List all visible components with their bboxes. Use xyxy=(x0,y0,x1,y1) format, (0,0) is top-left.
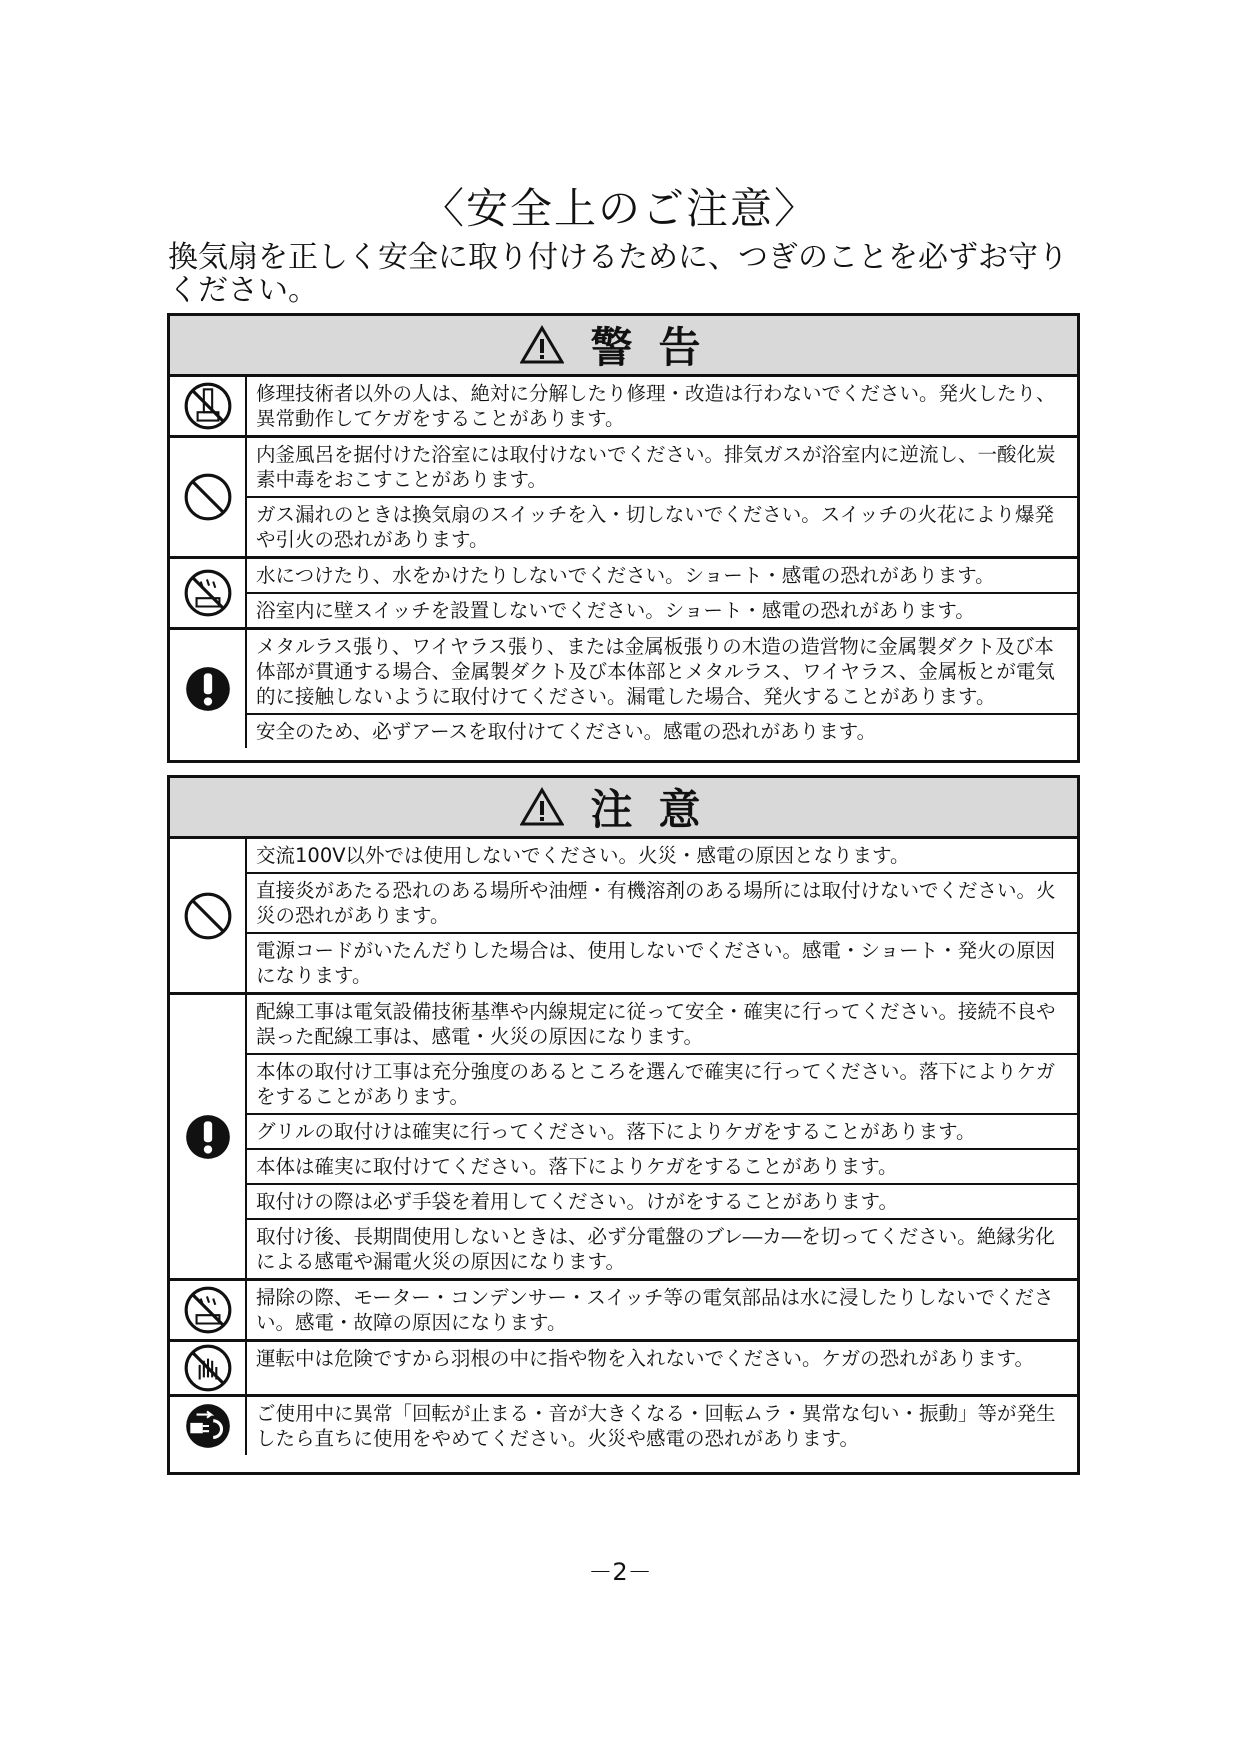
unplug-icon xyxy=(170,1397,247,1455)
page-title: 〈安全上のご注意〉 xyxy=(421,184,818,233)
caution-groups xyxy=(170,839,1077,1455)
caution-item: 取付け後、長期間使用しないときは、必ず分電盤のブレ―カ―を切ってください。絶縁劣化による感電や漏電火災の原因になります。 xyxy=(247,1218,1077,1278)
warning-item: 浴室内に壁スイッチを設置しないでください。ショート・感電の恐れがあります。 xyxy=(247,592,1077,627)
no-touch-icon xyxy=(170,1342,247,1394)
warning-item: メタルラス張り、ワイヤラス張り、または金属板張りの木造の造営物に金属製ダクト及び本体部が貫通する場合、金属製ダクト及び本体部とメタルラス、ワイヤラス、金属板とが電気的に接触しないように取付けてください。漏電した場合、発火することがあります。 xyxy=(256,635,1055,708)
warning-triangle-icon xyxy=(520,787,564,827)
caution-item: ご使用中に異常「回転が止まる・音が大きくなる・回転ムラ・異常な匂い・振動」等が発生したら直ちに使用をやめてください。火災や感電の恐れがあります。 xyxy=(256,1402,1056,1450)
warning-group xyxy=(170,556,1077,627)
caution-item: グリルの取付けは確実に行ってください。落下によりケガをすることがあります。 xyxy=(247,1113,1077,1148)
warning-item: ガス漏れのときは換気扇のスイッチを入・切しないでください。スイッチの火花により爆発や引火の恐れがあります。 xyxy=(247,496,1077,556)
caution-item: 取付けの際は必ず手袋を着用してください。けがをすることがあります。 xyxy=(247,1183,1077,1218)
mandatory-icon xyxy=(170,995,247,1278)
prohibited-icon xyxy=(170,438,247,556)
caution-item: 本体は確実に取付けてください。落下によりケガをすることがあります。 xyxy=(247,1148,1077,1183)
warning-item: 修理技術者以外の人は、絶対に分解したり修理・改造は行わないでください。発火したり、異常動作してケガをすることがあります。 xyxy=(256,382,1056,430)
caution-group xyxy=(170,839,1077,992)
warning-item: 内釜風呂を据付けた浴室には取付けないでください。排気ガスが浴室内に逆流し、一酸化炭素中毒をおこすことがあります。 xyxy=(256,443,1056,491)
warning-group xyxy=(170,627,1077,748)
caution-item: 運転中は危険ですから羽根の中に指や物を入れないでください。ケガの恐れがあります。 xyxy=(256,1347,1035,1370)
warning-group xyxy=(170,435,1077,556)
no-water-icon xyxy=(170,559,247,627)
prohibited-icon xyxy=(170,839,247,992)
no-water-icon xyxy=(170,1281,247,1339)
caution-group xyxy=(170,992,1077,1278)
caution-group xyxy=(170,1278,1077,1339)
no-disassembly-icon xyxy=(170,377,247,435)
caution-heading: 注意 xyxy=(590,785,727,834)
warning-groups xyxy=(170,377,1077,748)
caution-item: 本体の取付け工事は充分強度のあるところを選んで確実に行ってください。落下によりケガをすることがあります。 xyxy=(247,1053,1077,1113)
warning-item: 水につけたり、水をかけたりしないでください。ショート・感電の恐れがあります。 xyxy=(256,564,995,587)
caution-item: 配線工事は電気設備技術基準や内線規定に従って安全・確実に行ってください。接続不良や誤った配線工事は、感電・火災の原因になります。 xyxy=(256,1000,1056,1048)
caution-item: 直接炎があたる恐れのある場所や油煙・有機溶剤のある場所には取付けないでください。火災の恐れがあります。 xyxy=(247,872,1077,932)
caution-item: 交流100V以外では使用しないでください。火災・感電の原因となります。 xyxy=(256,844,910,867)
intro-text: 換気扇を正しく安全に取り付けるために、つぎのことを必ずお守り ください。 xyxy=(168,240,1068,308)
caution-group xyxy=(170,1339,1077,1394)
caution-header xyxy=(170,778,1077,839)
warning-triangle-icon xyxy=(520,325,564,365)
mandatory-icon xyxy=(170,630,247,748)
caution-item: 掃除の際、モーター・コンデンサー・スイッチ等の電気部品は水に浸したりしないでください。感電・故障の原因になります。 xyxy=(256,1286,1054,1334)
warning-item: 安全のため、必ずアースを取付けてください。感電の恐れがあります。 xyxy=(247,713,1077,748)
warning-group xyxy=(170,377,1077,435)
caution-box xyxy=(167,775,1080,1475)
caution-group xyxy=(170,1394,1077,1455)
caution-item: 電源コードがいたんだりした場合は、使用しないでください。感電・ショート・発火の原因になります。 xyxy=(247,932,1077,992)
warning-heading: 警告 xyxy=(590,323,727,372)
page-number: －2－ xyxy=(588,1558,652,1586)
warning-header xyxy=(170,316,1077,377)
warning-box xyxy=(167,313,1080,763)
